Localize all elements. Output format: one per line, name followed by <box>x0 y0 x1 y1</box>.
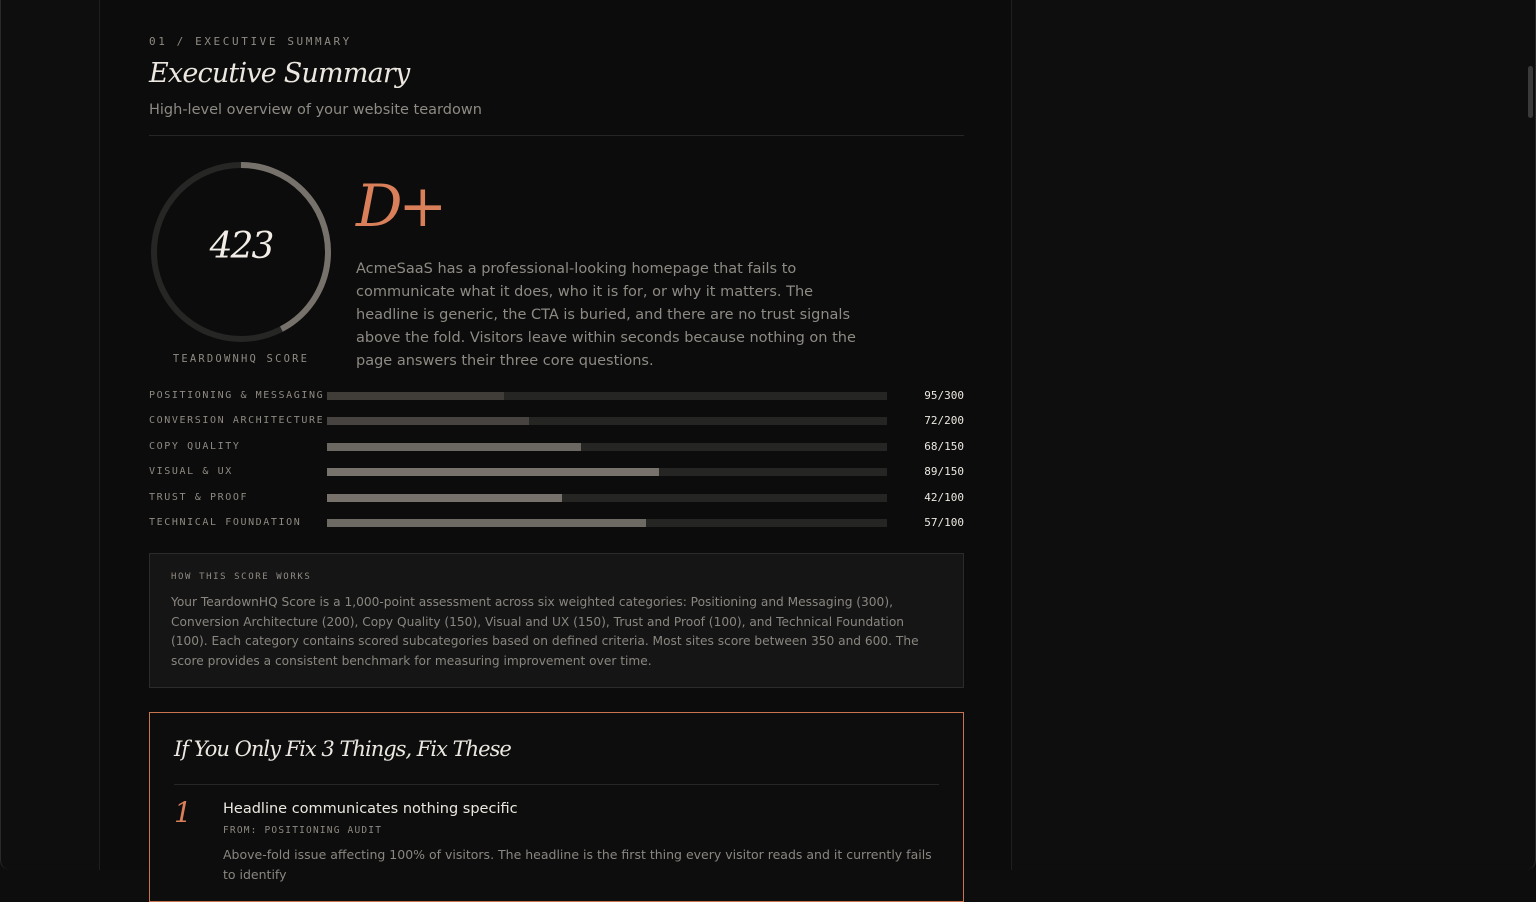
category-row-copy <box>149 439 964 455</box>
fix-number: 1 <box>174 796 192 829</box>
category-score: 68/150 <box>924 440 964 453</box>
category-row-positioning <box>149 388 964 404</box>
category-bar-fill <box>327 494 562 502</box>
category-bar-fill <box>327 443 581 451</box>
category-label: VISUAL & UX <box>149 466 233 477</box>
fix-heading: Headline communicates nothing specific <box>223 801 518 817</box>
score-explainer-body: Your TeardownHQ Score is a 1,000-point assessment across six weighted categories: Positioning and Messaging (300), Conversion Architecture (200), Copy Quality (150), Visual and UX (150), Trust and Proof (100), and Technical Foundation (100). Each category contains scored subcategories based on defined criteria. Most sites score between 350 and 600. The score provides a consistent benchmark for measuring improvement over time. <box>171 595 919 668</box>
section-eyebrow: 01 / EXECUTIVE SUMMARY <box>149 35 352 48</box>
top-fixes-divider <box>174 784 939 785</box>
category-label: TECHNICAL FOUNDATION <box>149 517 302 528</box>
section-divider <box>149 135 964 136</box>
top-fixes-box <box>149 712 964 902</box>
category-row-trust <box>149 490 964 506</box>
page-title: Executive Summary <box>149 58 410 89</box>
category-score: 72/200 <box>924 414 964 427</box>
scrollbar-thumb[interactable] <box>1528 66 1533 118</box>
category-score: 89/150 <box>924 465 964 478</box>
category-bar-track <box>327 494 887 502</box>
summary-paragraph: AcmeSaaS has a professional-looking homepage that fails to communicate what it does, who it is for, or why it matters. The headline is generic, the CTA is buried, and there are no trust signals above the fold. Visitors leave within seconds because nothing on the page answers their three core questions. <box>356 261 856 369</box>
category-bar-fill <box>327 417 529 425</box>
fix-body: Above-fold issue affecting 100% of visitors. The headline is the first thing every visitor reads and it currently fails to identify <box>223 847 932 882</box>
category-bar-track <box>327 417 887 425</box>
category-bar-track <box>327 519 887 527</box>
category-bar-fill <box>327 468 659 476</box>
category-score: 57/100 <box>924 516 964 529</box>
category-bar-track <box>327 468 887 476</box>
score-explainer-title: HOW THIS SCORE WORKS <box>171 572 312 582</box>
score-value: 423 <box>209 226 273 267</box>
category-label: POSITIONING & MESSAGING <box>149 390 325 401</box>
category-label: CONVERSION ARCHITECTURE <box>149 415 325 426</box>
score-explainer-box <box>149 553 964 688</box>
category-label: TRUST & PROOF <box>149 492 249 503</box>
top-fixes-title: If You Only Fix 3 Things, Fix These <box>174 737 511 761</box>
grade-letter: D+ <box>356 172 444 240</box>
category-bar-track <box>327 392 887 400</box>
category-bar-fill <box>327 519 646 527</box>
score-label: TEARDOWNHQ SCORE <box>172 353 310 365</box>
category-row-visual <box>149 464 964 480</box>
category-label: COPY QUALITY <box>149 441 241 452</box>
category-row-technical <box>149 515 964 531</box>
category-bar-fill <box>327 392 504 400</box>
category-row-conversion <box>149 413 964 429</box>
category-score: 42/100 <box>924 491 964 504</box>
category-score: 95/300 <box>924 389 964 402</box>
page-subtitle: High-level overview of your website teardown <box>149 102 482 118</box>
fix-source: FROM: POSITIONING AUDIT <box>223 825 383 836</box>
category-bar-track <box>327 443 887 451</box>
report-column <box>99 0 1012 882</box>
